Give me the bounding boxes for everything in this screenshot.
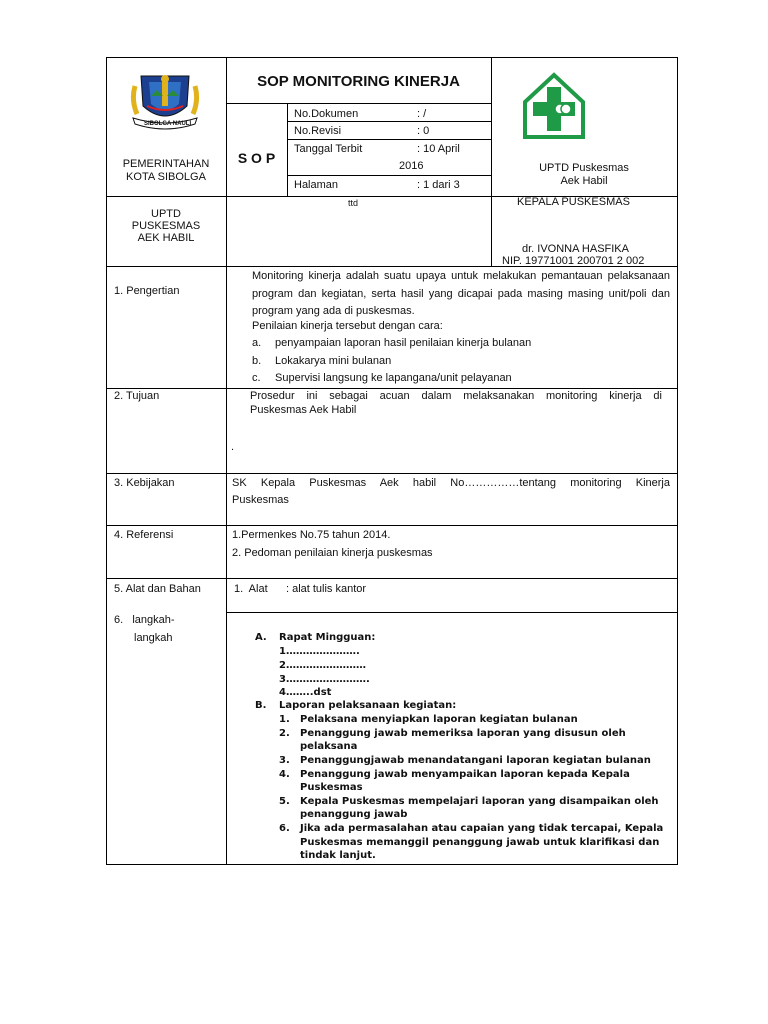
list-item: 3……………………. (279, 674, 370, 685)
field-value-tahun: 2016 (399, 160, 424, 172)
list-item: Jika ada permasalahan atau capaian yang tidak tercapai, Kepala (300, 823, 664, 834)
field-label-revisi: No.Revisi (294, 125, 342, 137)
unit-line2: Aek Habil (560, 175, 608, 187)
tujuan-line1: Prosedur ini sebagai acuan dalam melaksanakan monitoring kinerja di (250, 390, 662, 402)
list-marker: 4. (279, 769, 290, 780)
list-item: pelaksana (300, 741, 358, 752)
col-divider-sop (287, 103, 288, 196)
puskesmas-logo-icon (517, 72, 591, 140)
alat-line1: 1. Alat : alat tulis kantor (234, 583, 367, 595)
field-label-halaman: Halaman (294, 179, 339, 191)
table-border-right (677, 57, 678, 865)
gov-line1: PEMERINTAHAN (122, 158, 210, 170)
field-value-halaman: : 1 dari 3 (417, 179, 460, 191)
ttd-label: ttd (348, 198, 359, 208)
left-unit-line: PUSKESMAS (131, 220, 201, 232)
tujuan-dot: . (231, 441, 235, 453)
table-border-top (106, 57, 678, 58)
pengertian-paragraph: Monitoring kinerja adalah suatu upaya untuk melakukan pemantauan pelaksanaan program dan kegiatan, serta hasil yang dicapai pada masing masing unit/poli dan program yang ada di puskesmas. (252, 270, 670, 317)
list-item: Penanggungjawab menandatangani laporan kegiatan bulanan (300, 755, 651, 766)
section-label-tujuan: 2. Tujuan (114, 390, 160, 402)
list-item: 2…………………… (279, 660, 366, 671)
list-item: penyampaian laporan hasil penilaian kinerja bulanan (275, 337, 532, 349)
field-value-tanggal: : 10 April (417, 143, 460, 155)
list-marker: 3. (279, 755, 290, 766)
list-item: Puskesmas (300, 782, 363, 793)
field-value-dokumen: : / (417, 108, 427, 120)
row-divider-title (226, 103, 491, 104)
row-divider-section (106, 578, 678, 579)
list-item: 1…………………. (279, 646, 360, 657)
row-divider-section (106, 525, 678, 526)
step-marker-b: B. (255, 700, 267, 711)
list-marker: b. (252, 355, 262, 367)
row-divider-section (106, 473, 678, 474)
list-item: Puskesmas memanggil penanggung jawab untuk klarifikasi dan (300, 837, 660, 848)
list-item: Lokakarya mini bulanan (275, 355, 392, 367)
kebijakan-line2: Puskesmas (232, 494, 289, 506)
section-label-alat: 5. Alat dan Bahan (114, 583, 201, 595)
list-marker: 5. (279, 796, 290, 807)
section-label-pengertian: 1. Pengertian (114, 285, 180, 297)
seal-text: SIBOLGA NAULI (144, 121, 192, 127)
list-item: 4……..dst (279, 687, 332, 698)
pengertian-intro: Penilaian kinerja tersebut dengan cara: (252, 320, 443, 332)
col-divider-main (226, 57, 227, 865)
unit-line1: UPTD Puskesmas (539, 162, 629, 174)
field-value-revisi: : 0 (417, 125, 430, 137)
row-divider-alat (226, 612, 678, 613)
section-label-langkah-2: langkah (134, 632, 173, 644)
gov-line2: KOTA SIBOLGA (126, 171, 206, 183)
list-marker: 2. (279, 728, 290, 739)
section-label-referensi: 4. Referensi (114, 529, 174, 541)
row-divider-field (287, 121, 491, 122)
step-title-a: Rapat Mingguan: (279, 632, 376, 643)
section-label-langkah: 6. langkah- (114, 614, 175, 626)
referensi-line2: 2. Pedoman penilaian kinerja puskesmas (232, 547, 433, 559)
list-item: Pelaksana menyiapkan laporan kegiatan bulanan (300, 714, 578, 725)
list-item: Penanggung jawab memeriksa laporan yang disusun oleh (300, 728, 626, 739)
row-divider-field (287, 139, 491, 140)
row-divider-section (106, 388, 678, 389)
list-item: Penanggung jawab menyampaikan laporan kepada Kepala (300, 769, 630, 780)
list-item: Kepala Puskesmas mempelajari laporan yang disampaikan oleh (300, 796, 659, 807)
step-marker-a: A. (255, 632, 267, 643)
head-title: KEPALA PUSKESMAS (517, 196, 630, 208)
left-unit-line: UPTD (151, 208, 181, 220)
list-marker: 1. (279, 714, 290, 725)
list-marker: 6. (279, 823, 290, 834)
sop-label: S O P (237, 150, 276, 166)
field-label-tanggal: Tanggal Terbit (294, 143, 363, 155)
list-item: penanggung jawab (300, 809, 408, 820)
table-border-bottom (106, 864, 678, 865)
list-item: Supervisi langsung ke lapangana/unit pelayanan (275, 372, 512, 384)
head-nip: NIP. 19771001 200701 2 002 (502, 255, 645, 267)
list-marker: c. (252, 372, 261, 384)
list-marker: a. (252, 337, 262, 349)
kebijakan-line1: SK Kepala Puskesmas Aek habil No……………tentang monitoring Kinerja (232, 477, 670, 489)
page-title: SOP MONITORING KINERJA (257, 73, 460, 90)
row-divider-field (287, 175, 491, 176)
referensi-line1: 1.Permenkes No.75 tahun 2014. (232, 529, 391, 541)
list-item: tindak lanjut. (300, 850, 376, 861)
step-title-b: Laporan pelaksanaan kegiatan: (279, 700, 457, 711)
field-label-dokumen: No.Dokumen (294, 108, 359, 120)
left-unit-line: AEK HABIL (137, 232, 195, 244)
head-name: dr. IVONNA HASFIKA (522, 243, 629, 255)
tujuan-line2: Puskesmas Aek Habil (250, 404, 357, 416)
section-label-kebijakan: 3. Kebijakan (114, 477, 175, 489)
